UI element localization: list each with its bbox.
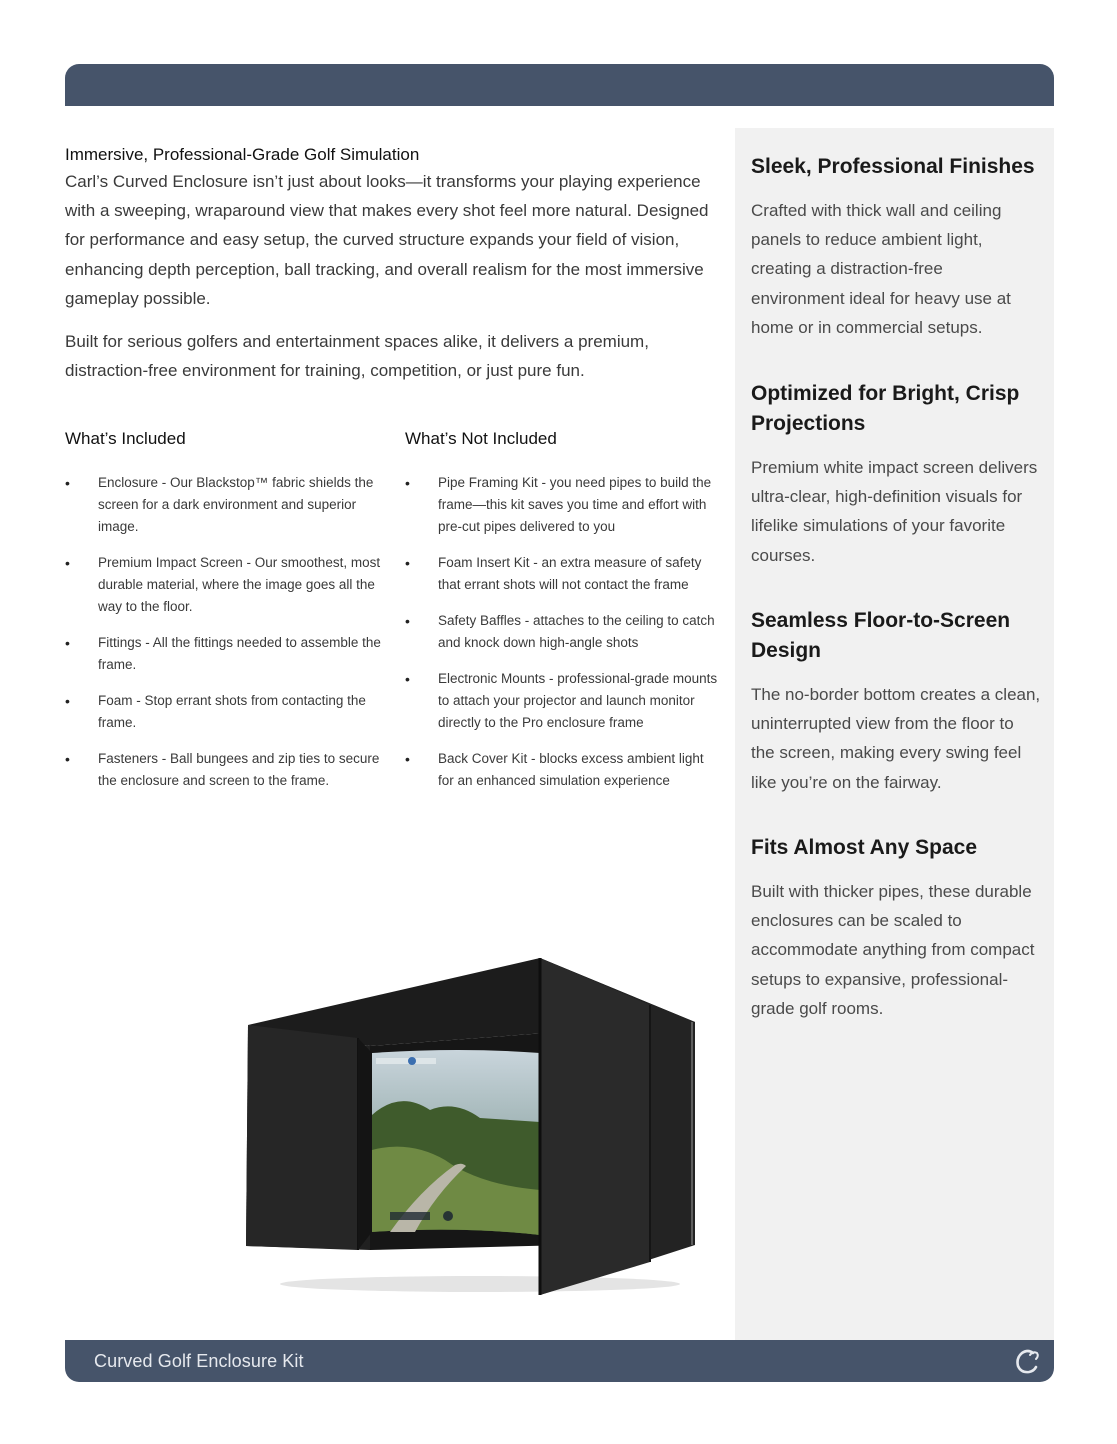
list-item: • Enclosure - Our Blackstop™ fabric shields the screen for a dark environment and superior image.: [65, 472, 385, 538]
sidebar-section-title: Fits Almost Any Space: [751, 836, 977, 859]
carls-c-logo-icon: [1012, 1346, 1042, 1376]
list-item: • Foam - Stop errant shots from contacting the frame.: [65, 690, 385, 734]
list-item: • Foam Insert Kit - an extra measure of safety that errant shots will not contact the frame: [405, 552, 720, 596]
sidebar-section-body: Premium white impact screen delivers ultra-clear, high-definition visuals for lifelike simulations of your favorite courses.: [751, 458, 1038, 565]
list-item: • Fasteners - Ball bungees and zip ties to secure the enclosure and screen to the frame.: [65, 748, 385, 792]
intro-paragraph: Built for serious golfers and entertainment spaces alike, it delivers a premium, distraction-free environment for training, competition, or just pure fun.: [65, 332, 649, 381]
list-item: • Electronic Mounts - professional-grade mounts to attach your projector and launch monitor directly to the Pro enclosure frame: [405, 668, 720, 734]
intro-heading: Immersive, Professional-Grade Golf Simulation: [65, 145, 420, 164]
sidebar-section-body: The no-border bottom creates a clean, uninterrupted view from the floor to the screen, making every swing feel like you’re on the fairway.: [751, 685, 1041, 792]
list-item: • Back Cover Kit - blocks excess ambient light for an enhanced simulation experience: [405, 748, 720, 792]
included-list: [65, 472, 385, 792]
sidebar-section-title: Sleek, Professional Finishes: [751, 155, 1035, 178]
intro-paragraph: Carl’s Curved Enclosure isn’t just about looks—it transforms your playing experience with a sweeping, wraparound view that makes every shot feel more natural. Designed for performance and easy setup, the curved structure expands your field of vision, enhancing depth perception, ball tracking, and overall realism for the most immersive gameplay possible.: [65, 172, 709, 308]
sidebar-section-body: Crafted with thick wall and ceiling panels to reduce ambient light, creating a distraction-free environment ideal for heavy use at home or in commercial setups.: [751, 201, 1011, 337]
list-item: • Pipe Framing Kit - you need pipes to build the frame—this kit saves you time and effort with pre-cut pipes delivered to you: [405, 472, 720, 538]
list-item: • Safety Baffles - attaches to the ceiling to catch and knock down high-angle shots: [405, 610, 720, 654]
footer-title: Curved Golf Enclosure Kit: [94, 1351, 304, 1371]
golf-enclosure-image: [240, 950, 705, 1300]
sidebar-section-floor-design: [751, 606, 1041, 797]
footer-bar: [65, 1340, 1054, 1382]
sidebar-section-finishes: [751, 152, 1041, 342]
sidebar-section-title: Optimized for Bright, Crisp Projections: [751, 382, 1020, 435]
sidebar-section-title: Seamless Floor-to-Screen Design: [751, 609, 1011, 662]
list-item: • Fittings - All the fittings needed to assemble the frame.: [65, 632, 385, 676]
not-included-list: [405, 472, 720, 792]
intro-section: [65, 143, 715, 385]
sidebar-section-body: Built with thicker pipes, these durable enclosures can be scaled to accommodate anything from compact setups to expansive, professional-grade golf rooms.: [751, 882, 1035, 1018]
sidebar-section-space: [751, 833, 1041, 1023]
sidebar-section-projections: [751, 379, 1041, 570]
not-included-title: What’s Not Included: [405, 429, 557, 448]
included-list-section: [65, 428, 385, 806]
not-included-list-section: [405, 428, 720, 806]
list-item: • Premium Impact Screen - Our smoothest, most durable material, where the image goes all the way to the floor.: [65, 552, 385, 618]
included-title: What’s Included: [65, 429, 186, 448]
header-bar: [65, 64, 1054, 106]
